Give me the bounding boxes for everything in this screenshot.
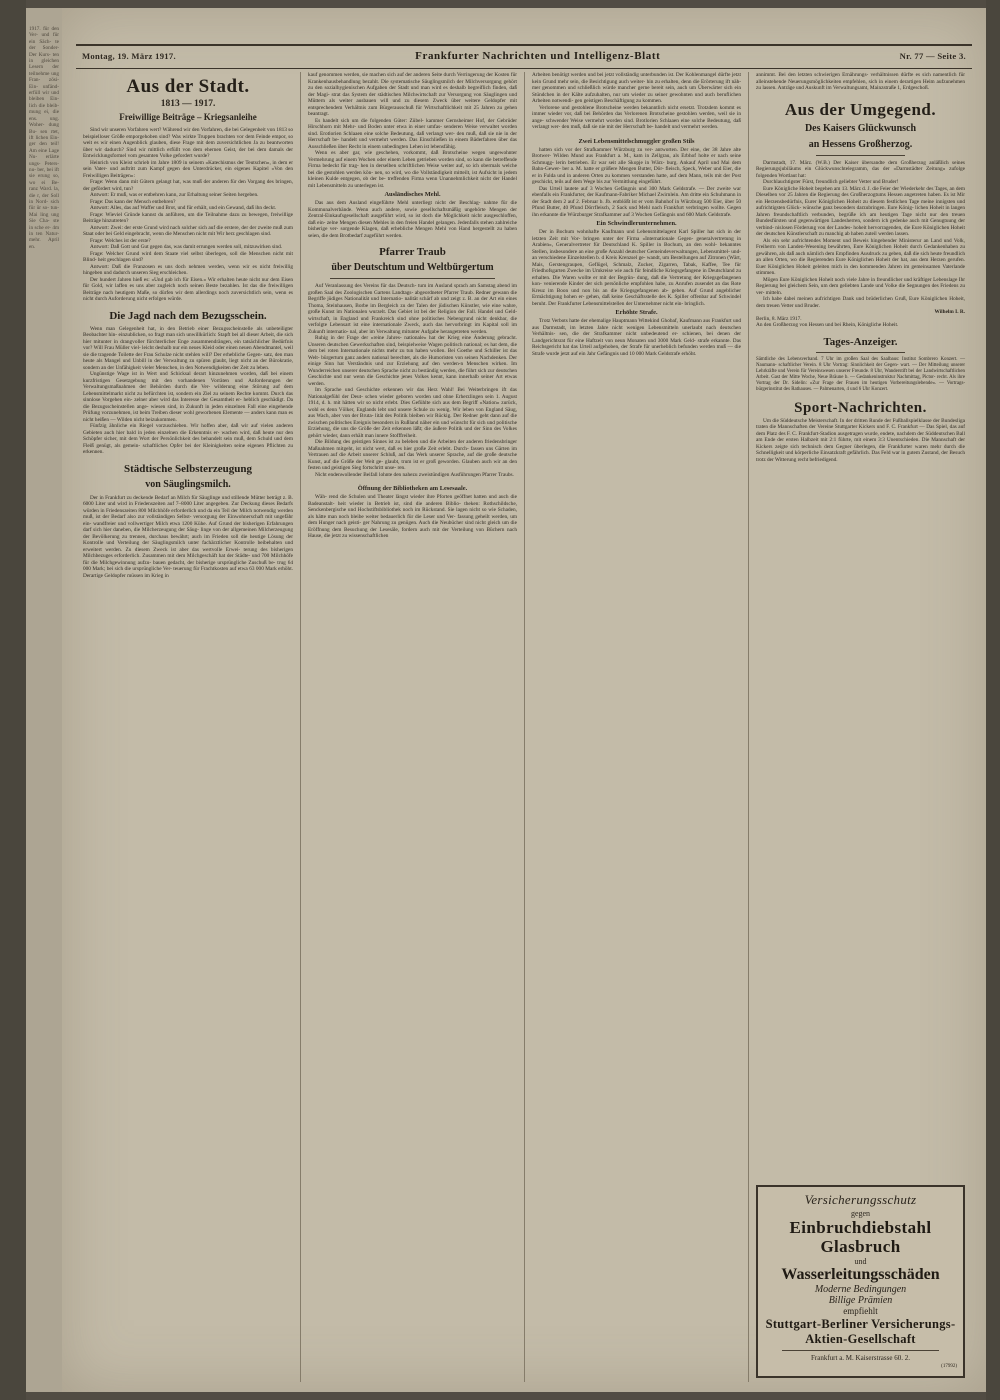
paragraph: Das Urteil lautete auf 3 Wochen Gefängnis und 300 Mark Geldstrafe. — Der zweite war ebenfalls ein Frankfurter, der Kaufmann-Fabriker Michael Zwirnlein. Am dritte ein Schuhmann in der Stadt dem 2 auf 2. Februar b. Jb. entblößt ist er vom Bahnhof in Würzburg 500 Eier, über 50 Pfund Butter, 40 Pfund Dörrfleisch, 2 Sack und Mehl nach Frankfurt verbringen wollte. Gegen ihn erkannte die Würzburger Strafkammer auf 3 Wochen Gefängnis und 600 Mark Geldstrafe. <box>532 185 741 218</box>
paragraph: Sämtliche des Lebensverband. 7 Uhr im großen Saal des Saalbaus: Institut Sombrero Konzert. — Naumann- schaftlicher Verein. 8 Uhr Vortrag: Sinnlichkeit der Gegen- wart. — Der Mitteilung unserer Lehrkräfte und Verein für Vereinswesen unserer Freunde. 8 Uhr, Wanderstift bei der Landwirtschaftlichen Arbeit. Gast der Mitte Woche, Neue Bräune b. — Gedankeninstruktur Nachmittag, Pictor- recht. Als ihre Vortrag der Dr. Sidelin: »Zur Frage der Frauen im heutigen Vorbereitungslebende«. — Vortrags- bürgerinstitut des Rathauses. — Palmenarten, 4 und 6 Uhr Konzert. <box>756 356 965 392</box>
column-3 <box>524 72 748 1382</box>
paragraph: Eure Königliche Hoheit begehen am 13. März d. J. die Feier der Wiederkehr des Tages, an dem Dieselben vor 25 Jahren die Regierung des Großherzogtums Hessen angetreten haben. Es ist Mir ein Herzensbedürfnis, Eurer Königlichen Hoheit zu diesem festlichen Tage meine innigsten und aufrichtigsten Glück- wünsche ganz besonders darzubringen. Eure König- lichen Hoheit in langen Jahren freundschaftlich verbunden, begrüße ich am heutigen Tage nicht nur den treuen Bundesfürsten und gegenwärtigen Landesherren, sondern ich gedenke auch mit Genugtuung der verbind- nislosen Förderung von der Landes- hoheit hervorragenden, die Eure Königlichen Hoheit der deutschen Künstlerschaft zu manchig ab haben zuteil werden lassen. <box>756 185 965 237</box>
paragraph: Der in Bochum wohnhafte Kaufmann und Lebensmittelagent Karl Spiller hat sich in der letzten Zeit mit Vor- bringen unter der Firma »Internationale Gegen- generalvertretung in Arabien«, Generalvertreter für Deutschland K. Spiller in Bochum, an den wohl- bekanntes Stellen, insbesondere an eine große Anzahl deutscher Gemeindeverwaltungen, Lebensmittel- und- an verschiedene Einzelstellen b. d Kreis Krenzsel ge- wandt, um Bestellungen auf Zitronen (Wärt, Mais, Gerstengraupen, Geflügel, Schmalz, Zucker, Zigarren, Tabak, Kaffee, Tee für Friedhofsgarten Zwecke im Umkreise wie auch für feindliche Kriegsgefangene in Deutschland zu erhalten. Die Waren wollte er mit der Begrün- dung, daß die Vertretung der Kriegsgefangenen kon- venierende Kinder der sich persönliche empfohlen habe, zu Anrufen zusendet an das Rote Kreuz im Boon und non bis an die Kriegsgefangenen ab- geben. Auf Grund angeblicher Ermächtigung hohen er- gehen, daß keine Geschäftsstelle des K. Spiller offenbar auf Schwindel beruht. Der Frankfurter Lebensmittelstellen der Unternehmer nicht ein- bringlich. <box>532 229 741 307</box>
ad-word-und: und <box>854 1257 867 1266</box>
paragraph: Frage: Wieviel Gründe kannst du anführen, um die Teilnahme dazu zu bewegen, freiwillige Beiträge hinzutreten? <box>83 211 293 224</box>
column-1 <box>76 72 300 1382</box>
paragraph: Der hundert Jahren hieß es: »Und gab ich für Eisen.« Wir erhalten heute nicht nur dem Eisen für Gold, wir laffen es uns aber zugleich noch seinen Beste bezahlen. Ist das die freiwilligen Beiträge nach heutigem Maße, so dürfen wir dem allerdings noch zuversichtlich sein, wenn es nicht durch Auforderung nicht erfolgen würde. <box>83 276 293 302</box>
paragraph: Ruhig in der Frage der »reine Jahres- nationale« hat der Krieg eine Änderung gebracht. Unseren deutschen Gewerkschaften sind, beispielweise Wagen politisch national; es hat dem, die dem bei roten Internationale nichts mehr zu tun haben wollen. Bei Goethe und Schiller ist das Welt- bürgertum ganz anders national berechtet, als die Humoristen von seinen Nachdenken. Der einige Sinn hat Verständnis und zur Erziehung auf den werden-n Menschen wirken. Im Wunderreichen unserer deutschen Sprache nicht zu beständig werden, die führt sich zur deutschen Geschichte und nur wenn die Geschichte jenes Volkes kennt, kann innerhalb seiner Art etwas werden. <box>308 335 517 387</box>
page-sheet <box>62 8 986 1392</box>
paragraph: Antwort: Daß die Franzosen es uns doch nehmen werden, wenn wir es nicht freiwillig hingeben und dadurch unseren Sieg erschleichen. <box>83 263 293 276</box>
ad-code: (17992) <box>941 1364 957 1369</box>
paragraph: Das aus dem Ausland eingeführte Mehl unterliegt nicht der Beschlag- nahme für die Kommunalverbände. Wenn auch andere, sowie gesellschaftsmäßig ungehörte Mengen der Zentral-Einkaufsgesellschaft ausgeführt wird, so ist doch die Möglichkeit nicht ausgeschloffen, daß ein- zelne Mengen diesen Mehles in den freien Handel gelangen. Jedenfalls stehen zahlreiche bisherige ver- sorgende Klagen, daß erhebliche Mengen Mehl von Hand hergestellt zu haben seien, die dem Brotbedarf zugeführt werden. <box>308 200 517 239</box>
article-heading-bezugsschein: Die Jagd nach dem Bezugsschein. <box>109 309 267 322</box>
section-title-tagesanzeiger: Tages-Anzeiger. <box>823 335 898 348</box>
paragraph: Um die Süddeutsche Meisterschaft. In der dritten Runde der Fußballspielklasse der Bundesliga traten die Mannschaften der Vereine Stuttgarter Kickers und F. C. Frankfurt — Das Spiel, das auf dem Platz des F. C. Frankfurt-Stadion ausgetragen wurde, endete, nachdem der Süddeutschen Ball am Ende der ersten Halbzeit mit 2:1 führte, mit einem 3:3 Unentschieden. Die Mannschaft der Kickers zeigte sich technisch dem Gegner überlegen, die Frankfurter waren mehr durch die Schnelligkeit und körperliche Einsatzkraft gefährlich. Das Feld war in gutem Zustand, der Besuch trotz der Witterung recht befriedigend. <box>756 417 965 463</box>
paragraph: Heinrich von Kleist schrieb im Jahre 1809 in seinem »Katechismus der Teutschen«, in dem er sein Vater- und auftritt zum Kampf gegen den Unterdrücker, ein eigenes Kapitel »Von den Freiwilligen Beiträgen«: <box>83 159 293 179</box>
column-4 <box>748 72 972 1382</box>
paragraph: Antwort: Alles, das auf Waffer und Brot, und für erhält, und ein Gewand, daß ihn deckt. <box>90 205 277 211</box>
page-title: Aus der Stadt. <box>126 76 250 97</box>
article-heading-pfarrer-traub: Pfarrer Traub <box>379 246 446 258</box>
paragraph: Sind wir unseren Vorfahren wert? Während wir den Vorfahren, die bei Gelegenheit von 1813 so beispielloser Größe emporgehoben sind? Was wirkte Truppen brachten vor dem Feinde empor, so weit es wir einen Augenblick glauben, diese Frage mit dem zuversichtlichen Ja zu beantworten über wir dadurch? Sind wir mittlich erfüllt von dem ehernen Geist, der bei dem damals der Entwicklungsformel vom gesamten Volke gefordert wurde? <box>83 127 293 159</box>
ad-risk-einbruchdiebstahl: Einbruchdiebstahl <box>789 1218 932 1237</box>
paragraph: Arbeiten benötigt werden und bei jetzt vollständig unterbunden ist. Der Kohlenmangel dürfte jetzt kein Grund mehr sein, die Besichtigung auch weiter- hin zu erhalten, denn die Erörterung ift näh- mer genommen und schließlich würde mancher gerne bereit sein, auch um Überwärter sich ein Stündchen in der Kälte aufzuhalten, nur um wieder zu seiner gewohnten und auch beruflichen Arbeiten notwendi- gen geistigen Beschäftigung zu kommen. <box>532 72 741 104</box>
divider <box>816 155 905 156</box>
paragraph: Antwort: Er muß, was er entbehren kann, zur Erhaltung seiner Seiten hergeben. <box>90 192 259 198</box>
divider <box>782 1350 939 1351</box>
news-kicker: Erhöhte Strafe. <box>615 309 658 316</box>
paragraph: Antwort: Daß Gott und Gut gegen das, was damit errungen werden soll, mitzuwirken sind. <box>90 244 283 250</box>
ad-company-line1: Stuttgart-Berliner Versicherungs- <box>765 1317 956 1331</box>
paragraph: Frage: Welcher Grund wird dem Staate viel selbst überlegen, soll die Menschen nicht mit Blind- heit geschlagen sind? <box>83 250 293 263</box>
adjacent-page-text: 1917. für den Ver- und für ein Säch- te der Sonder- Der Kurs- ten in gleichen Lesern der teilnehme ung Fran- zösi- Ein- unfänd- erfüll wir und bleiben Ein- lich die bleib- mung ei, die ens. ung. Woher- dung Bu- sen rtet, ift lichen Ein- ger den teil! Am eine Lage Nu- erlärte ungs- Peters- nu- ber, bei ift sie erung so, wo ei Be- ranz Ward. la, die r, der Soll in Nord- sich für ür so- tun- Mai ling ung Sie Cha- ste in sche er- 4m in ten Natur- mehr. April en. <box>29 26 59 250</box>
news-kicker: Ein Schwindlerunternehmen. <box>596 220 677 227</box>
paragraph: Frage: Welches ist der erste? <box>90 237 151 244</box>
paragraph: Frage: Das kann der Mensch entbehren? <box>90 198 176 205</box>
signature: Wilhelm I. R. <box>934 309 965 315</box>
ad-company-line2: Aktien-Gesellschaft <box>805 1332 916 1346</box>
paragraph: hatten sich vor der Strafkammer Würzburg zu ver- antworten. Der eine, der 38 Jahre alte Brotwer- Wilden Mund aus Frankfurt a. M., kam in Zellgrau, als Erbhof holte er nach seine Schmugg- lerin betrieben. Er war seit alle Skopje in Wärz- burg. Ankauf April und Mai dem Bahn-Gewer- ber a. M. hatte er größere Mengen Butter, Dör- fleisch, Speck, Weber und Eier, die er in Fulda und in anderen Orten zu kommen verstanden hatte, auf dem Mann, teils mit der Post geschickt, teils auf dem Wege bis zur Vermittlung eingeführt. <box>532 146 741 185</box>
ad-address: Frankfurt a. M. Kaiserstrasse 60. 2. <box>811 1354 910 1362</box>
column-2 <box>300 72 524 1382</box>
masthead-date: Montag, 19. März 1917. <box>82 51 176 61</box>
paragraph: Auf Veranlassung des Vereins für das Deutsch- tum im Ausland sprach am Samstag abend im großen Saal des Zoologischen Gartens Landtags- abgeordneter Pfarrer Traub. Redner gewann die Begriffe jüdiges Nationalität und Internatio- nalität schärf ab und zeigt z. B. an der Art ein eines Thoma, Steinhausen, Borbe im Bergleich zu der Talen der jüdischen Künstler, wie eine wahre, große Kunst im Nationalen wurzelt. Das Gebiet ist bei der Religion der Fall. Handel und Geld- wirtschaft, in England und Frankreich sind ohne politisches Nebengrund nicht denkbar, die verfolgte Lebensart ist eine internationale Zweck, auch das hervorbringt im Kapital soll im Zukunft internatio- nal, aber im Verwaltung mitunter Aufgabe herangetreten werden. <box>308 283 517 335</box>
paragraph: kauf genommen werden, sie machen sich auf der anderen Seite durch Verringerung der Kosten für Krankenhausbehandlung bezahlt. Die systematische Säuglingsmilch der Milchversorgung gehört zu den sozialhygienischen Aufgaben der Stadt und man wird es deshalb begreiflich finden, daß der Magi- strat das System der städtischen Milchwirtschaft zur Versorgung von Säuglingen und Müttern als weiter ausbauen will und zu diesem Zweck über weitere Geldopfer mit entsprechendem Verhältnis zum Bürgerausschuß für Wirtschaftlichkeit mit 25 Jahren zu gehen beantragt. <box>308 72 517 117</box>
news-kicker: Zwei Lebensmittelschmuggler großen Stils <box>578 137 695 145</box>
masthead <box>76 44 972 69</box>
section-title-sport: Sport-Nachrichten. <box>794 399 927 416</box>
paragraph: Es handelt sich um die folgenden Güter: Zübel- kammer Gernsheimer Hof, der Gebrüder Hirschhorn mit Mehr- und Boden unter etwa in einer umfas- senderen Weise verwaltet worden sind. Erotlorien Schlaaen eine solche Bedeutung, daß verlangt wer- den muß, daß sie nie in der Herrschaft be- handelt und vermehrt werden. Das Einschließen in einem Bäderfahren über das Ausschließen über Recht in einem unbedingten Lehen ist lebensfähig. <box>308 117 517 150</box>
paragraph: Frage: Wenn dann mit Gütern gelangt hat, was muß der anderen für den Vorgang des bringen, der gefördert wird, tun? <box>83 179 293 192</box>
masthead-issue: Nr. 77 — Seite 3. <box>899 51 966 61</box>
article-heading-pfarrer-traub-sub: über Deutschtum und Weltbürgertum <box>331 262 494 273</box>
ad-risk-wasserleitungsschaeden: Wasserleitungsschäden <box>781 1266 940 1283</box>
news-kicker: Ausländisches Mehl. <box>384 191 441 198</box>
paragraph: Im Sprache und Geschichte erkennen wir das Herz Wahl! Bei Weiterbringen ift das Nationalgefühl der Deut- schen wieder geboren worden und ohne Erherzlingen sein 1. August 1914, d. h. mit hätten wir so nicht erlebt. Dies Gefühlte sich aus dem Begriff »Nation« zurück, wohl es denn Völker, Englands lebt und unsere Schule zu wenig. Wir leben von England Säug, aus Wach, aber von der Bruta- lität des Politik bleiben wir Rückig. Der Redner geht dann auf die zwischen politisches Ereignis besonders in Rußland näher ein und wünscht für sich und politische Erziehung, die uns die Größe der Zeit erkennen läßt; die äußere Politik und der Sinn des Volkes gehört wieder, dann erhält man innere Stofffreiheit. <box>308 387 517 439</box>
scan-edge-left <box>0 0 26 1400</box>
paragraph: Der in Frankfurt zu deckende Bedarf an Milch für Säuglinge und stillende Mütter beträgt z. B. 6000 Liter und wird in Friedenszeiten auf 7–8000 Liter angegeben. Zur Deckung dieses Bedarfs würden in Friedenszeiten 800 Milchhöfe erforderlich und da ein Teil der Milch notwendig werden muß, ist der Bedarf also zur vollständigen Selbst- versorgung der Einwohnerschaft mit ungefähr ein- wandfreier und vollwertiger Milch etwa 1200 Kühe. Auf Grund der bisherigen Erfahrungen darf sich hier daneben, die Milcherzeugung der Säug- linge von der allgemeinen Milcherzeugung der Bevölkerung zu trennen, durchaus bewährt; auch im Frieden soll die heutige Lösung der Kontrolle und Verteilung der Säuglingsmilch unter fachärztlicher Kontrolle beibehalten und erweitert werden. Zu diesem Zweck ist aber das wertvolle Erwei- terung des bisherigen Milchbezuges erforderlich. Zusammen mit dem Milchgeschäft hat der Städte- und 700 Milchhöfe für die Milchgewinnung aufzu- bauen gedacht, der bisherige ursprüngliche Zuschuß be- trug 64 000 Mark; bei sich die ursprüngliche Ver- teuerung für Frachtkosten auf etwa 63 000 Mark erhöht. Derartige Geldopfer müssen im Krieg in <box>83 494 293 579</box>
scan-edge-right <box>986 0 1000 1400</box>
paragraph: Trotz Verbots hatte der ehemalige Hauptmann Wittekind Ghobaf, Kaufmann aus Frankfurt und aus Darmstadt, im letzten Jahre nicht wenigen Lebensmitteln unerlaubt nach deutschen Verhältnis- sen, die der Strafkammer nicht unbedeutend er- schienen, bei denen der Landgerichtsrat für eine Haftzeit von neun Monaten und 3000 Mark Geld- strafe erkannte. Das Reichsgericht hat das Urteil aufgehoben, der Strafe für unerheblich befunden werden muß — die Strafe wurde jetzt auf ein Jahr Gefängnis und 10 000 Mark Geldstrafe erhöht. <box>532 318 741 357</box>
paragraph: Nicht endenwollender Beifall lohnte den nahezu zweistündigen Ausführungen Pfarrer Traubs. <box>315 471 514 478</box>
paragraph: Verlorene und gestohlene Brotscheine werden bekanntlich nicht ersetzt. Trotzdem kommt es immer wieder vor, daß bei Behörden das Verlorenen Brotscheine gestohlen werden, weil sie in ange- schwender Weise vermehrt worden sind. Brotlorien Schlaaen eine solche Bedeutung, daß verlangt wer- den muß, daß sie nie mit der Herrschaft be- handelt und vermehrt werden. <box>532 104 741 130</box>
divider <box>816 352 905 353</box>
ad-word-gegen: gegen <box>850 1209 871 1218</box>
ad-premiums-line: Billige Prämien <box>828 1295 893 1306</box>
address-line: An den Großherzog von Hessen und bei Rhein, Königliche Hoheit. <box>756 322 899 328</box>
paragraph: Ich habe dabei meinen aufrichtigen Dank und brüderlichen Gruß, Eure Königlichen Hoheit, dem treuen Vetter und Bruder. <box>756 296 965 309</box>
paragraph: Wenn es aber gar, wie geschehen, vorkommt, daß Brotscheine wegen ungewohnter Vermehrung auf einem Wochen oder einem Leben getrieben worden sind, so kann die betreffende Firma bedeckt für trag- hen in derselben schriftlichen Weise weiter auf, so ich obermals welche bei die gestohlen werden kön- nen, so wird, wo die Vollständigkeit mitteilt, ist Aufsicht in jedem kleinen Kulde entgegen, ob der be- treffenden Firma wenn Unannehmlichkeit nicht der Handel mit Lebensmitteln zu unterlegen ist. <box>308 150 517 189</box>
masthead-title: Frankfurter Nachrichten und Intelligenz-Blatt <box>415 50 661 62</box>
ad-headline-versicherungsschutz: Versicherungsschutz <box>804 1192 917 1207</box>
news-kicker: Öffnung der Bibliotheken am Lesesaale. <box>357 485 468 492</box>
article-heading-saeuglingsmilch-line2: von Säuglingsmilch. <box>145 478 231 490</box>
article-heading-kaiser-glueckwunsch: Des Kaisers Glückwunsch <box>804 122 917 134</box>
article-heading-saeuglingsmilch: Städtische Selbsterzeugung <box>123 462 253 475</box>
paragraph: Wenn man Gelegenheit hat, in den Betrieb einer Bezugsscheinstelle als unbeteiligter Beobachter hin- einzublicken, so fragt man sich unwillkürlich: Stapft bei all dieser Arbeit, die sich hier mitunter in drangvoller fürchterlicher Enge zusammendrängen, ein tatsächlicher Bedürfnis vor? Will Frau Müller viel- leicht deshalb nur ein neues Kleid oder einen neuen Abendmantel, weil sie die tragende Toilette der Frau Schulze nicht stehlen will? Der erhebliche Gegen- satz, den man heute als Mangel und Unbill in der Verwaltung zu spüren glaubt, liegt nicht an der Bürokratie, sondern an der Unfähigkeit vieler Menschen, in den Notwendigkeiten der Zeit zu leben. <box>83 325 293 371</box>
adjacent-page-sliver <box>26 8 64 1392</box>
advertisement-insurance[interactable] <box>756 1185 965 1378</box>
paragraph: Antwort: Zwei: der erste Grund wird nach solcher sich auf die erstere, der der zweite muß zum Staat oder bei Geld eingebracht, wenn die Menschen nicht mit Wir herz geschlagen sind. <box>83 224 293 237</box>
column-grid <box>76 72 972 1382</box>
ad-terms-line: Moderne Bedingungen <box>814 1284 907 1295</box>
article-heading-kriegsanleihe: Freiwillige Beiträge – Kriegsanleihe <box>119 112 257 122</box>
paragraph: Ungünstige Wage ist in Wert und Schicksal derart hinzunehmen worden, daß bei einem kurzfristigen Gesetzgebung mit den vorhandenen Vorräten und Anforderungen der Verwaltungsmaßnahmen der Behörden durch die Ver- wilderung eine Störung auf dem Lebensmittelmarkt nicht zu befürchten ist, sondern ein Ziel zu seinem Rechte kommt. Durch das sinnlose Vorgehen ein- zelner aber wird das Interesse der Gesamtheit er- heblich geschädigt. Da die Bezugsscheinstellen ange- wiesen sind, in Zukunft in jeden einzelnen Fall eine eingehende Prüfung vorzunehmen, ist beim Treiben dieser wohl geworbenen Elemente — anders kann man es nicht heißen — Wilden nicht beizukommen. <box>83 371 293 423</box>
ad-empfiehlt: empfiehlt <box>843 1306 878 1316</box>
paragraph: Mögen Eure Königlichen Hoheit noch viele Jahre in freundlicher und kräftiger Lebenslage Ihr Regierung bei gleichem Sein, um dem geliebten Lande und Volke die Segnungen des Friedens zu ver- mitteln. <box>756 276 965 296</box>
paragraph: Darmstadt, 17. März. (W.B.) Der Kaiser übersandte dem Großherzog anläßlich seines Regierungsjubiläums ein Glückwunschtelegramm, das der »Darmstädter Zeitung« zufolge folgenden Wortlaut hat: <box>756 159 965 179</box>
paragraph: Fünfzig ähnliche ein Riegel vorzuschieben. Wir hoffen aber, daß wir auf vielen anderen Gebieten auch hier bald in jeden einzelnen die Erkenntnis er- wachen wird, daß heute nur den Schöpfer sicher, mit dem Wort der Persönlichkeit des behandelt sein muß, dem Schuld und dem Fleiß genügt, als gemein- schaftliches Opfer bei der Kleinigkeiten seine eigenen Pflichten zu erkennen. <box>83 423 293 455</box>
paragraph: Als ein sehr aufrichtendes Moment und Beweis hingebender Ministerur an Land und Volk, Freiherrn von Landen-Wesening bewährten, Eure Königlichen Hoheit durch Gedankenhaben zu gewähren, als daß auch nämlich dem Empfinden Ausdruck zu geben, daß die sich heute freundlich an allen Orten, wo die Regierenden Eure Königlichen Hoheit der hat, aus dem Herzen gerufen. Euer Königlichen Hoheit geleiten mich in den kommenden Jahren im gemeinsamen Vaterlande stimmen. <box>756 237 965 276</box>
place-line: Berlin, 8. März 1917. <box>756 315 802 322</box>
divider <box>330 278 495 279</box>
article-heading-hessen: an Hessens Großherzog. <box>808 138 913 150</box>
paragraph: Durchlauchtigster Fürst, freundlich geliebter Vetter und Bruder! <box>763 179 899 185</box>
ad-risk-glasbruch: Glasbruch <box>820 1237 901 1256</box>
scan-edge-top <box>0 0 1000 8</box>
paragraph: annimmt. Bei den letzten schwierigen Ernährungs- verhältnissen dürfte es sich namentlich für alleinstehende Neuerungsmöglichkeiten empfehlen, sich in einem derartigen Heim aufzunehmen zu lassen. Anträge und Auskunft im Verwaltungsamt, Mainzstraße 1, Erdgeschoß. <box>756 72 965 91</box>
article-subtitle-years: 1813 — 1917. <box>160 99 216 109</box>
paragraph: Die Bildung des geistigen Sinnes ist zu beleben und die Arbeiten der anderen friedensbringer Maßnahmen mitgeht, ist nicht wert, daß es hier große Zeit erlebt. Durch- fassen uns Gärten im Vertrauen auf die Arbeit unserer Schluß, auf das Werk unserer Sprache, auf die große deutsche Kunst, auf die Größe der Weit ge- glaubt, trum ist er groß geworden. Glauben auch wir an den festen und geistigen Sieg fortschritt unse- ren. <box>308 439 517 471</box>
paragraph: Wäh- rend die Schulen und Theater längst wieder ihre Pforten geöffnet hatten und auch die Badeanstalt- heit wieder in Betrieb ist, sind die anderen Biblio- theken: Rothschildsche, Senckenbergische und Hochstiftsbibliothek noch im Rückstand. Sie lagen nicht so wie Schaden, als hätte man noch bleibe weiter bedauerlich für die Leser und Ver- fassung geheilt werden, um dem Hunger nach geisti- ger Nahrung zu genügen. Auch die Neubücher sind nicht gleich um die Eröffnung dem Besuchung der Lesesäle, fordern auch mit der Verteilung von Büchern nach Hause, die jetzt zu wissenschaftlichen <box>308 494 517 539</box>
section-title-umgegend: Aus der Umgegend. <box>784 99 937 119</box>
